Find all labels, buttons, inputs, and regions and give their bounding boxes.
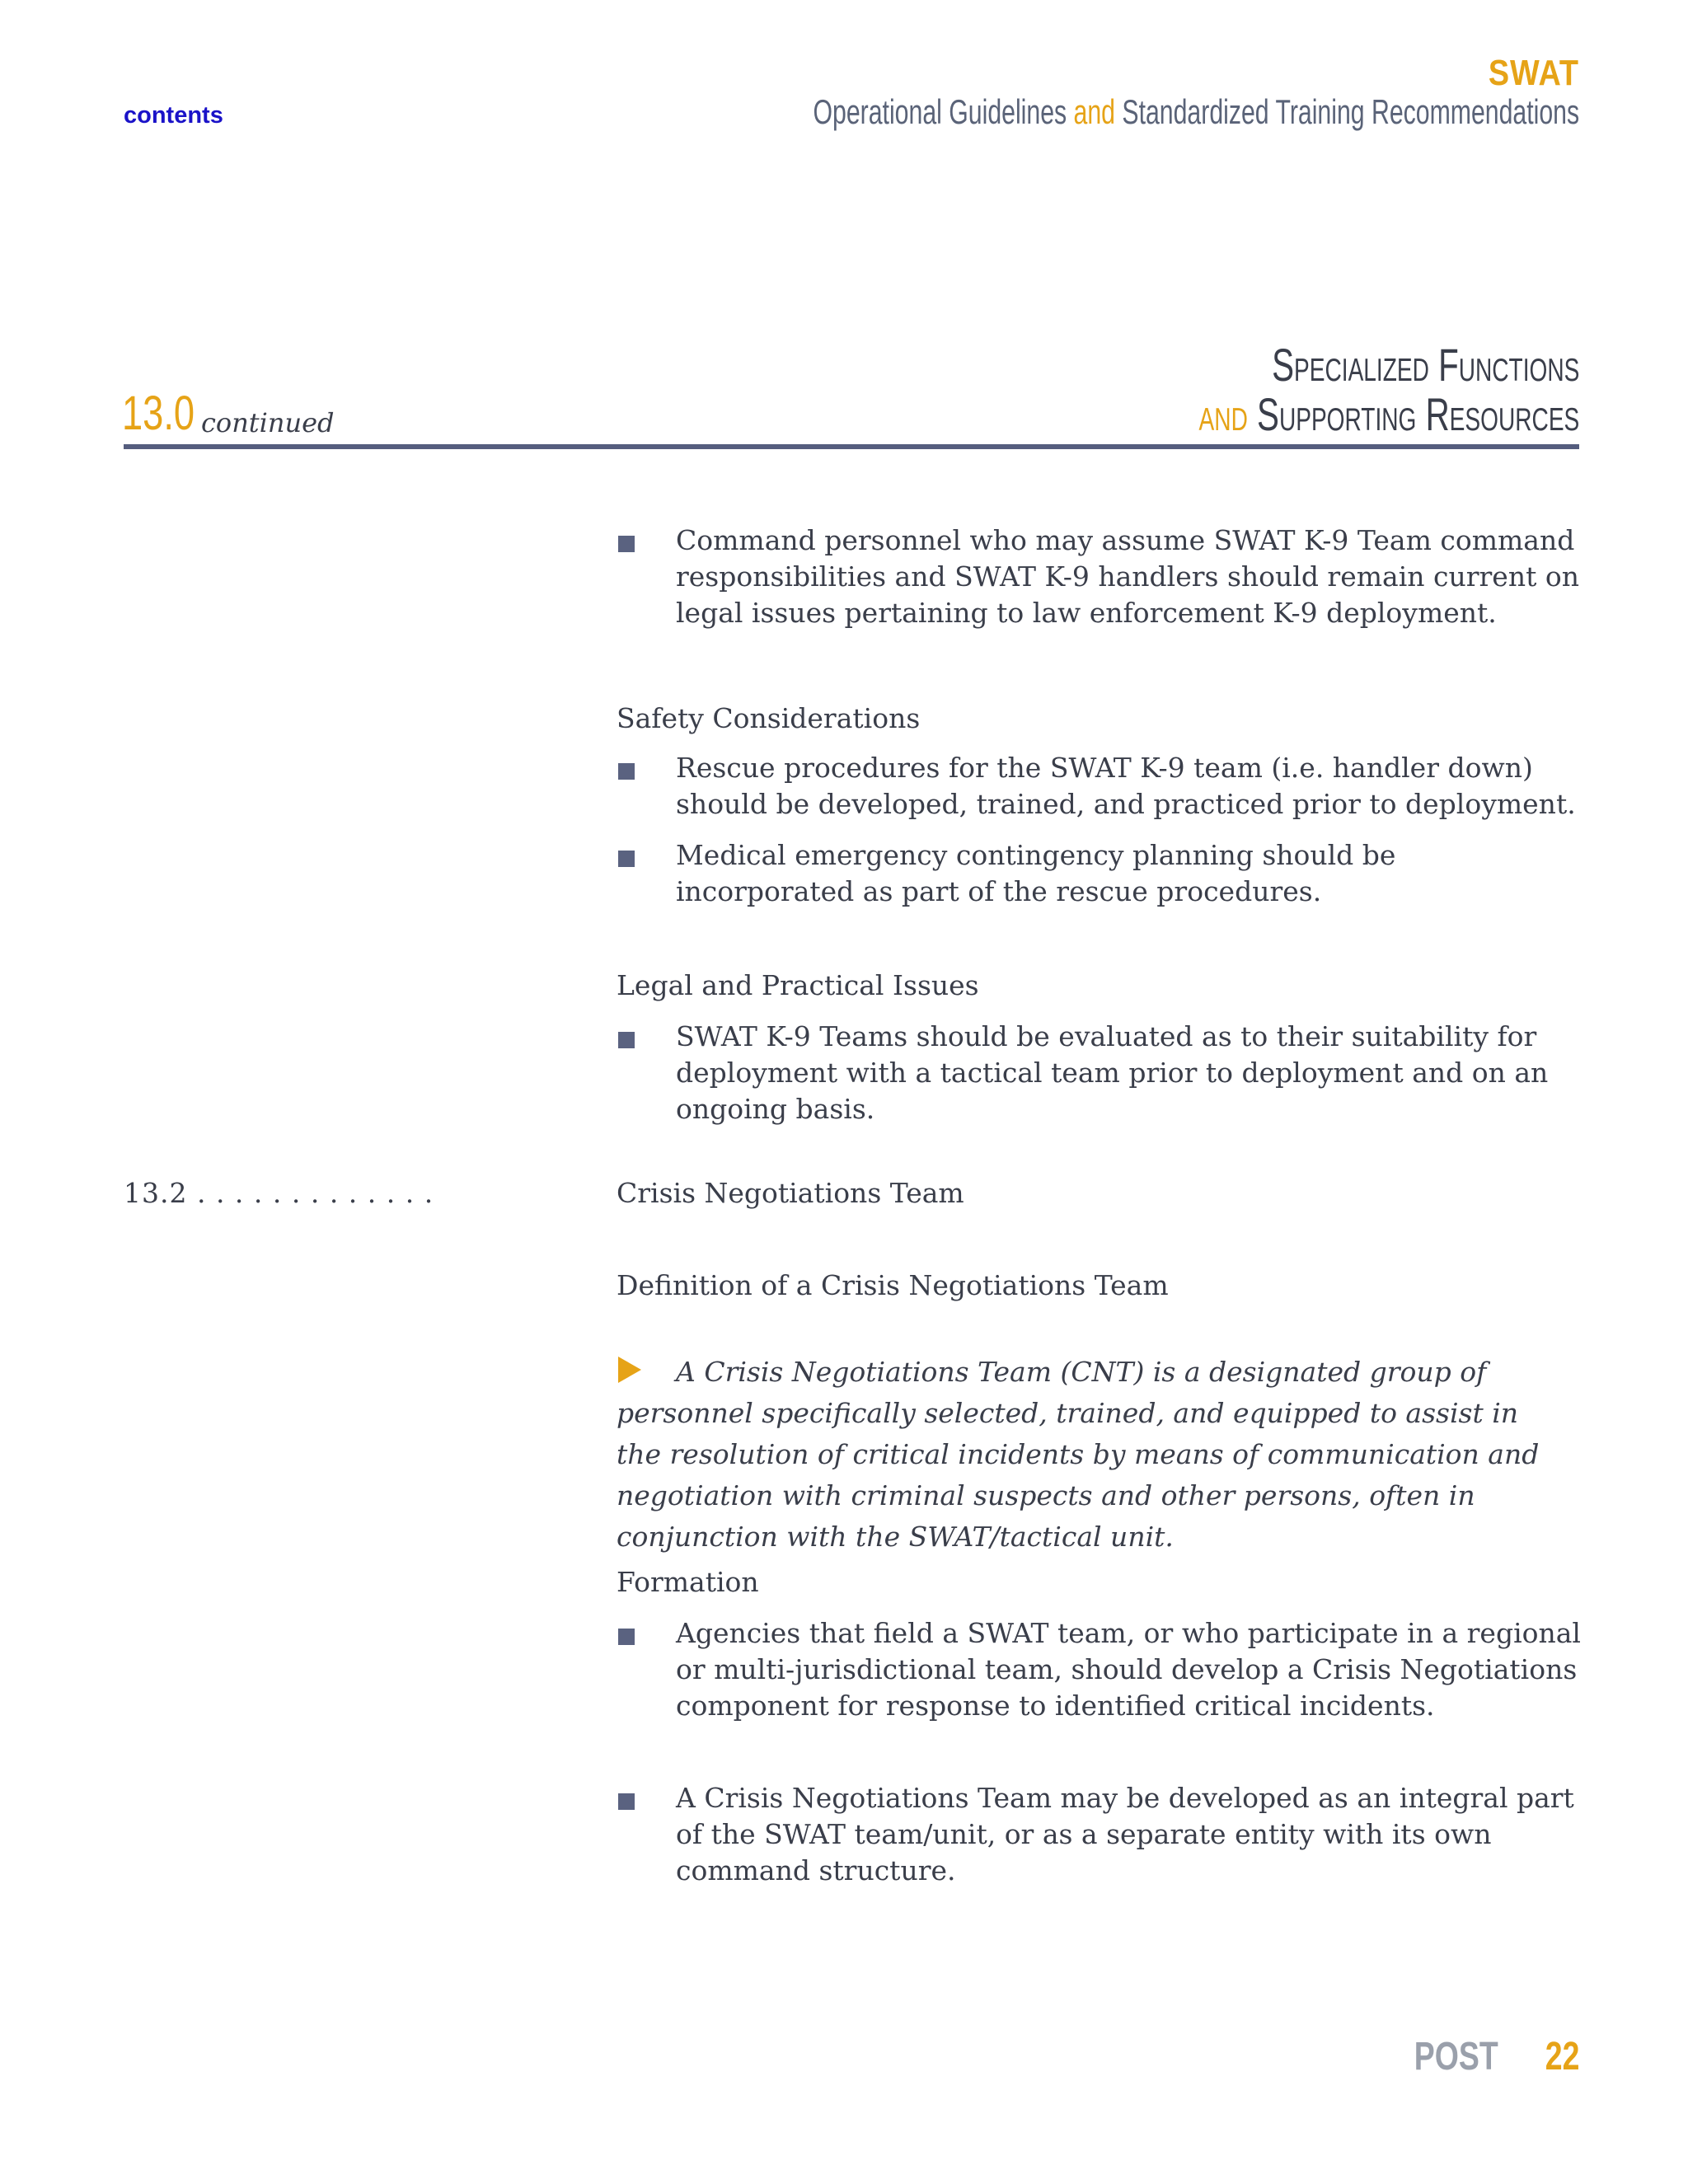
list-item: SWAT K-9 Teams should be evaluated as to their suitability for deployment with a tactical team prior to deployment and on an ongoing basis. xyxy=(676,1020,1549,1125)
list-item: Rescue procedures for the SWAT K-9 team (i.e. handler down) should be developed, trained, and practiced prior to deployment. xyxy=(676,752,1576,820)
subsection-number: 13.2 . . . . . . . . . . . . . xyxy=(124,1177,434,1209)
footer-post: POST xyxy=(1414,2035,1498,2079)
contents-link[interactable]: contents xyxy=(124,102,223,129)
bullet-square-icon xyxy=(618,536,635,552)
legal-heading: Legal and Practical Issues xyxy=(617,969,979,1001)
list-item: Agencies that field a SWAT team, or who participate in a regional or multi-jurisdictional team, should develop a Crisis Negotiations component for response to identified critical incidents. xyxy=(676,1617,1581,1722)
section-title-rest: Supporting Resources xyxy=(1247,388,1579,440)
page-number: 22 xyxy=(1545,2035,1579,2079)
section-number: 13.0 xyxy=(122,387,195,440)
section-title-line2 xyxy=(1198,387,1579,441)
bullet-square-icon xyxy=(618,1793,635,1810)
section-divider xyxy=(124,444,1579,449)
section-continued: continued xyxy=(201,407,335,438)
section-title-line1: Specialized Functions xyxy=(1271,339,1579,391)
subsection-title: Crisis Negotiations Team xyxy=(617,1177,964,1209)
safety-heading: Safety Considerations xyxy=(617,702,921,734)
header-title: SWAT xyxy=(1489,53,1579,93)
bullet-square-icon xyxy=(618,851,635,867)
list-item: Command personnel who may assume SWAT K-9 Team command responsibilities and SWAT K-9 handlers should remain current on legal issues pertaining to law enforcement K-9 deployment. xyxy=(676,524,1579,629)
header-subtitle-part2: Standardized Training Recommendations xyxy=(1114,92,1579,131)
list-item: Medical emergency contingency planning should be incorporated as part of the rescue procedures. xyxy=(676,839,1396,907)
bullet-square-icon xyxy=(618,1032,635,1048)
section-title-and: and xyxy=(1198,388,1248,440)
definition-text: A Crisis Negotiations Team (CNT) is a designated group of personnel specifically selected, trained, and equipped to assist in the resolution of critical incidents by means of communication and negotiation with criminal suspects and other persons, often in conjunction with the SWAT/tactical unit. xyxy=(617,1356,1540,1553)
bullet-square-icon xyxy=(618,1629,635,1645)
header-subtitle-and: and xyxy=(1073,92,1115,131)
bullet-square-icon xyxy=(618,763,635,780)
definition-heading: Definition of a Crisis Negotiations Team xyxy=(617,1269,1169,1301)
formation-heading: Formation xyxy=(617,1566,759,1598)
header-subtitle xyxy=(813,92,1579,132)
list-item: A Crisis Negotiations Team may be developed as an integral part of the SWAT team/unit, or as a separate entity with its own command structure. xyxy=(676,1782,1574,1886)
header-subtitle-part1: Operational Guidelines xyxy=(813,92,1074,131)
